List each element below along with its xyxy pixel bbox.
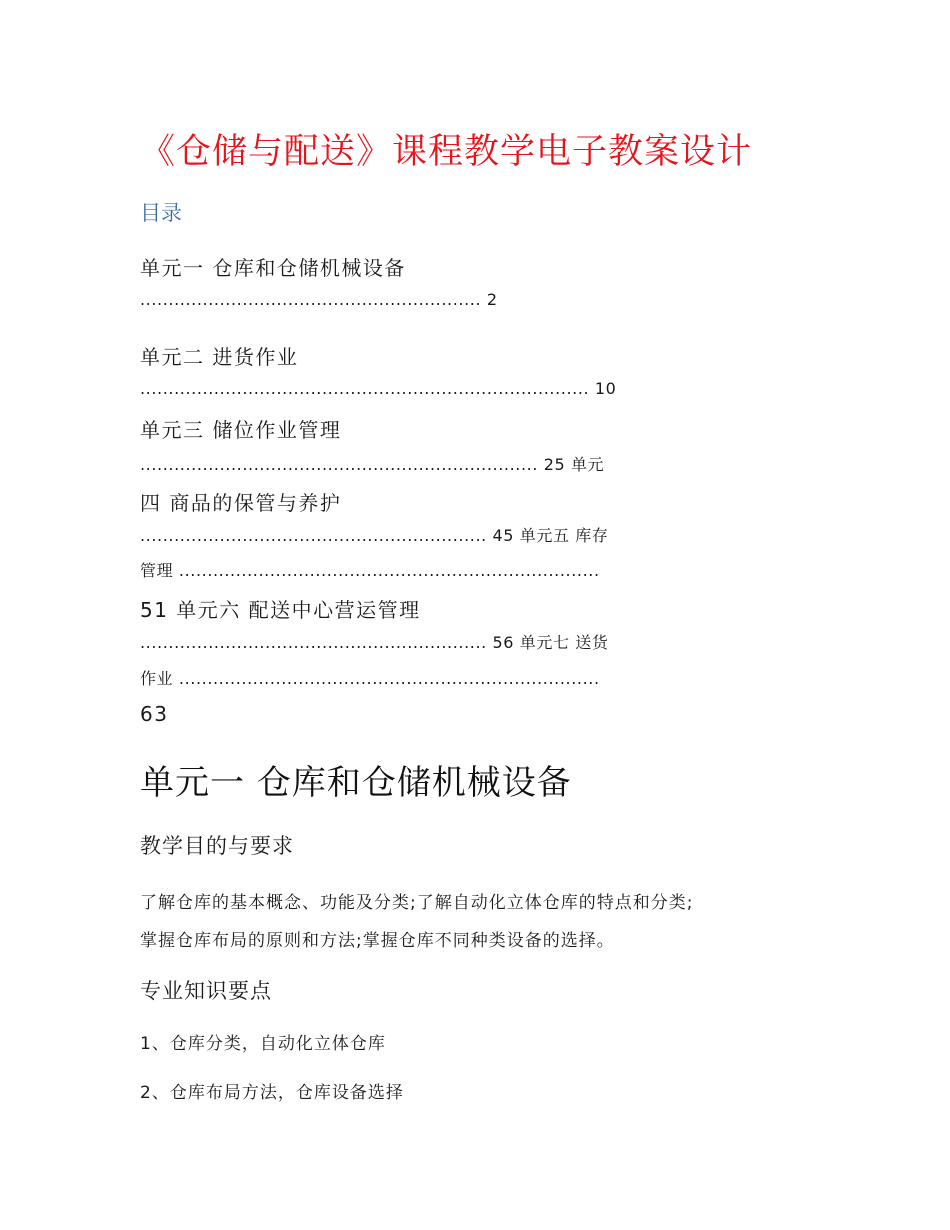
- knowledge-item-1: 1、仓库分类，自动化立体仓库: [140, 1034, 386, 1054]
- section-heading: 单元一 仓库和仓储机械设备: [140, 763, 572, 803]
- toc-line-5[interactable]: 单元三 储位作业管理: [140, 418, 342, 442]
- toc-line-9[interactable]: 管理 ..........................................................................: [140, 561, 600, 580]
- toc-line-12[interactable]: 作业 ..........................................................................: [140, 669, 600, 688]
- toc-line-11[interactable]: ............................................................. 56 单元七 送货: [140, 633, 609, 652]
- toc-line-13[interactable]: 63: [140, 702, 169, 726]
- toc-line-2[interactable]: ............................................................ 2: [140, 290, 498, 309]
- subheading-objectives: 教学目的与要求: [140, 834, 294, 858]
- toc-line-4[interactable]: ............................................................................... 10: [140, 379, 617, 398]
- objectives-text-line-2: 掌握仓库布局的原则和方法;掌握仓库不同种类设备的选择。: [140, 931, 615, 951]
- toc-line-1[interactable]: 单元一 仓库和仓储机械设备: [140, 256, 406, 280]
- objectives-text-line-1: 了解仓库的基本概念、功能及分类;了解自动化立体仓库的特点和分类;: [140, 893, 694, 913]
- toc-line-6[interactable]: ...................................................................... 25 单元: [140, 455, 605, 474]
- knowledge-item-2: 2、仓库布局方法，仓库设备选择: [140, 1083, 404, 1103]
- toc-line-10[interactable]: 51 单元六 配送中心营运管理: [140, 598, 421, 622]
- document-title: 《仓储与配送》课程教学电子教案设计: [140, 132, 753, 172]
- toc-line-3[interactable]: 单元二 进货作业: [140, 345, 299, 369]
- toc-line-7[interactable]: 四 商品的保管与养护: [140, 491, 342, 515]
- toc-heading: 目录: [140, 201, 182, 225]
- subheading-knowledge-points: 专业知识要点: [140, 979, 272, 1003]
- toc-line-8[interactable]: ............................................................. 45 单元五 库存: [140, 526, 609, 545]
